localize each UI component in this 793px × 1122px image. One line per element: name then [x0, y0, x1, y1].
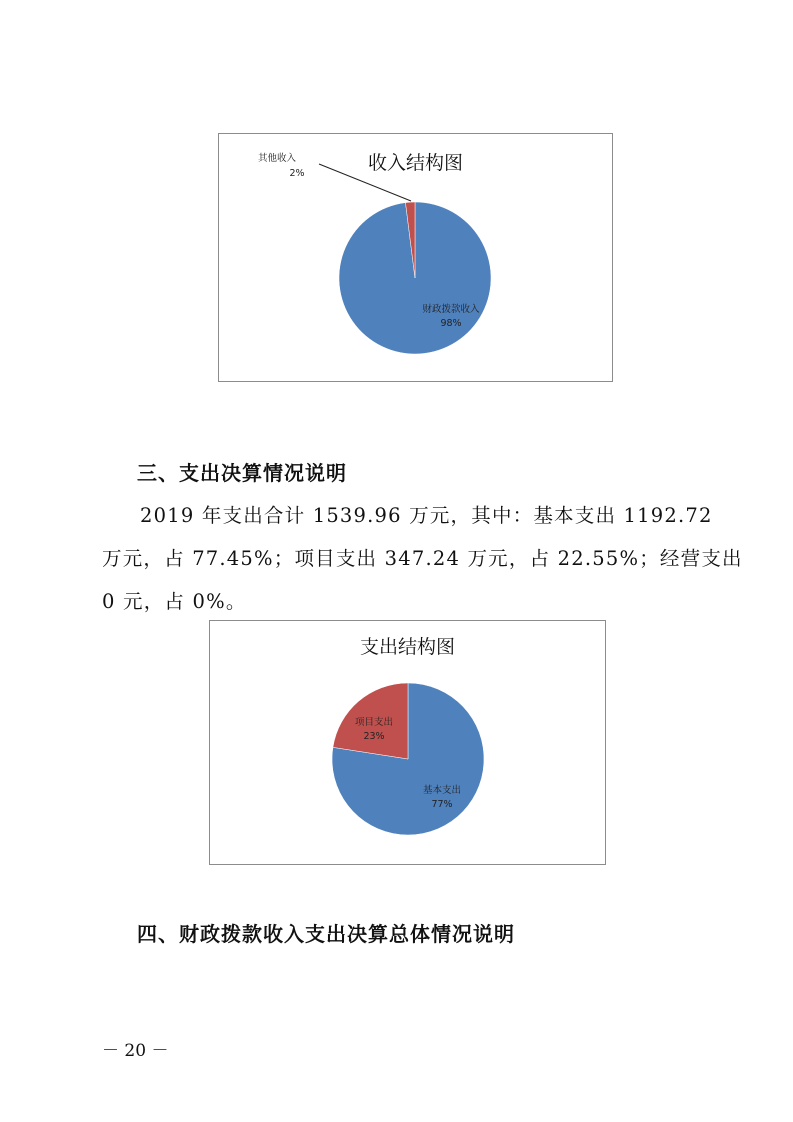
income-pct-fiscal: 98%: [440, 318, 462, 329]
section3-line2: 万元，占 77.45%；项目支出 347.24 万元，占 22.55%；经营支出: [102, 547, 743, 570]
expense-pct-basic: 77%: [431, 799, 453, 810]
income-pct-other: 2%: [289, 168, 305, 179]
section4-heading: 四、财政拨款收入支出决算总体情况说明: [137, 922, 515, 946]
section3-heading: 三、支出决算情况说明: [137, 461, 347, 485]
income-leader-line: [319, 164, 411, 201]
expense-pct-project: 23%: [363, 731, 385, 742]
expense-chart: [209, 620, 606, 865]
income-label-fiscal: 财政拨款收入: [422, 304, 480, 315]
expense-chart-title: 支出结构图: [359, 636, 455, 658]
page-number: － 20 －: [102, 1041, 169, 1061]
expense-label-project: 项目支出: [354, 717, 394, 728]
section3-line3: 0 元，占 0%。: [102, 590, 247, 613]
expense-label-basic: 基本支出: [422, 785, 462, 796]
income-pie-svg: [219, 134, 612, 381]
expense-pie-svg: [210, 621, 605, 864]
income-label-other: 其他收入: [257, 153, 297, 164]
section3-line1: 2019 年支出合计 1539.96 万元，其中：基本支出 1192.72: [140, 504, 713, 527]
income-chart-title: 收入结构图: [367, 152, 463, 174]
income-chart: [218, 133, 613, 382]
